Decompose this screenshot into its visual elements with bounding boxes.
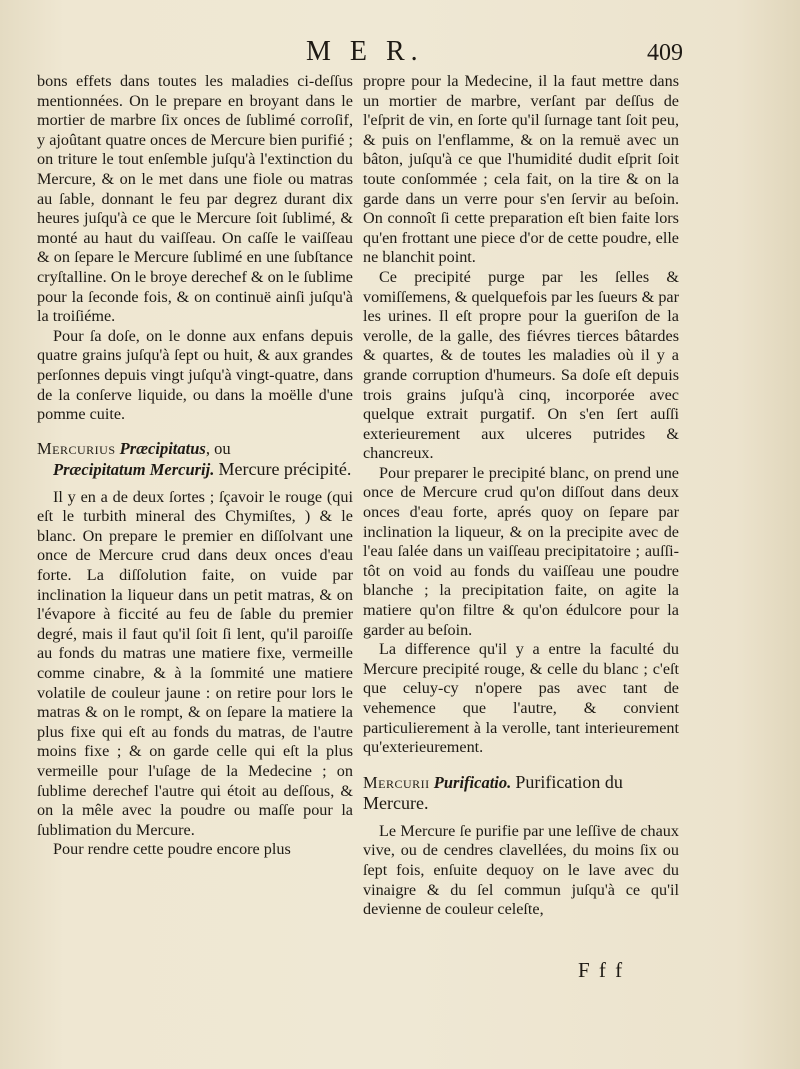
right-paragraph-1: propre pour la Medecine, il la faut mettre dans un mortier de marbre, verſant par deſſus de l'eſprit de vin, en ſorte qu'il ſurnage tant ſoit peu, & puis on l'enflamme, & on la remuë avec un bâton, juſqu'à ce que l'humidité dudit eſprit ſoit toute conſommée ; cela fait, on la tire & on la garde dans un verre pour s'en ſervir au beſoin. On connoît ſi cette preparation eſt bien faite lors qu'en frottant une piece d'or de cette poudre, elle ne blanchit point. [363,72,679,267]
entry-latin-purificatio: Purificatio. [433,772,512,792]
running-head-title: M E R. [306,36,424,67]
page-number: 409 [647,40,683,66]
left-paragraph-2: Pour ſa doſe, on le donne aux enfans depuis quatre grains juſqu'à ſept ou huit, & aux grandes perſonnes depuis vingt juſqu'à vingt-quatre, dans de la conſerve liquide, ou dans la moëlle d'une pomme cuite. [37,326,353,424]
entry-heading-mercurius-praecipitatus [37,439,353,480]
right-column [363,72,679,920]
entry-french-2: Purification du Mercure. [363,771,623,813]
entry-connector: , ou [205,438,231,458]
left-column [37,72,353,860]
entry-term-2: Mercurii [363,772,430,792]
running-head [0,36,800,68]
right-paragraph-2: Ce precipité purge par les ſelles & vomiſſemens, & quelquefois par les ſueurs & par les urines. Il eſt propre pour la gueriſon de la verolle, de la galle, des fiévres tierces bâtardes & quartes, & de toutes les maladies où il y a grande corruption d'humeurs. Sa doſe eſt depuis trois grains juſqu'à cinq, incorporée avec quelque extrait purgatif. On s'en ſert auſſi exterieurement aux ulceres putrides & chancreux. [363,267,679,463]
right-paragraph-4: La difference qu'il y a entre la faculté du Mercure precipité rouge, & celle du blanc ; c'eſt que celuy-cy n'opere pas avec tant de vehemence que l'autre, & convient particulierement à la verolle, tant interieurement qu'exterieurement. [363,640,679,757]
entry-french: Mercure précipité. [218,458,352,479]
left-paragraph-3: Il y en a de deux ſortes ; ſçavoir le rouge (qui eſt le turbith mineral des Chymiſtes, ) & le blanc. On prepare le premier en diſſolvant une once de Mercure crud dans deux onces d'eau forte. La diſſolution faite, on vuide par inclination la liqueur dans un petit matras, & on l'évapore à ficcité au feu de ſable du premier degré, mais il faut qu'il ſoit ſi lent, qu'il paroiſſe au fonds du matras une matiere fixe, vermeille comme cinabre, & à la ſommité une matiere volatile de couleur jaune : on retire pour lors le matras & on le rompt, & on ſepare la matiere la plus fixe qui eſt au fonds du matras, de l'autre moins fixe ; & on garde celle qui eſt la plus vermeille pour l'uſage de la Medecine ; on ſublime derechef l'autre qui étoit au deſſous, & on la mêle avec la poudre ou maſſe pour la ſublimation du Mercure. [37,487,353,839]
right-paragraph-3: Pour preparer le precipité blanc, on prend une once de Mercure crud qu'on diſſout dans deux onces d'eau forte, aprés quoy on ſepare par inclination la liqueur, & on la precipite avec de l'eau ſalée dans un vaiſſeau precipitatoire ; auſſi-tôt on void au fonds du vaiſſeau une poudre blanche ; la precipitation faite, on agite la matiere qu'on filtre & qu'on édulcore pour la garder au beſoin. [363,463,679,639]
entry-latin-1: Præcipitatus [119,438,206,458]
entry-term: Mercurius [37,438,116,458]
left-paragraph-1: bons effets dans toutes les maladies ci-deſſus mentionnées. On le prepare en broyant dans le mortier de marbre ſix onces de ſublimé corroſif, y ajoûtant quatre onces de Mercure bien purifié ; on triture le tout enſemble juſqu'à l'extinction du Mercure, & on le met dans une fiole ou matras au ſable, donnant le feu par degrez durant dix heures juſqu'à ce que le Mercure ſoit ſublimé, & monté au haut du vaiſſeau. On caſſe le vaiſſeau & on ſepare le Mercure ſublimé en une ſubſtance cryſtalline. On le broye derechef & on le ſublime pour la ſeconde fois, & on continuë ainſi juſqu'à la troiſiéme. [37,72,353,326]
left-paragraph-4: Pour rendre cette poudre encore plus [53,840,291,859]
right-paragraph-5: Le Mercure ſe purifie par une leſſive de chaux vive, ou de cendres clavellées, du moins ſix ou ſept fois, enſuite dequoy on le lave avec du vinaigre & du ſel commun juſqu'à ce qu'il devienne de couleur celeſte, [363,821,679,919]
entry-latin-2 [37,459,353,480]
entry-heading-mercurii-purificatio [363,772,679,814]
catchword-signature: F f f [578,958,625,982]
entry-latin-2-text: Præcipitatum Mercurij. [53,459,215,479]
